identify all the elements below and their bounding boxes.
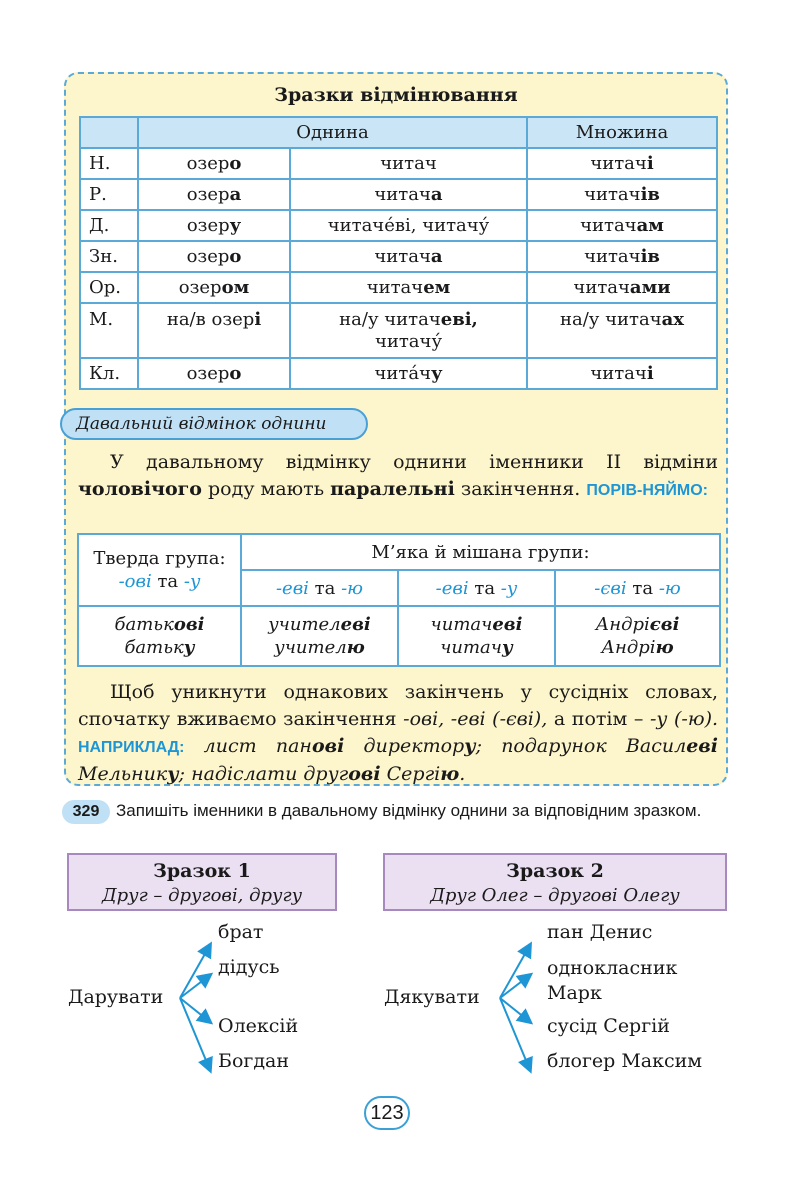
header-singular: Однина bbox=[138, 117, 527, 148]
ex-end-4: у bbox=[167, 763, 179, 785]
hard-ending-1: -ові bbox=[118, 571, 152, 592]
reader-cell: читáчу bbox=[290, 358, 527, 389]
arrow-left-1 bbox=[180, 945, 210, 998]
dative-label: Давальний відмінок однини bbox=[60, 408, 368, 440]
para2-italic-2: -у (-ю). bbox=[649, 708, 719, 730]
lake-cell: озера bbox=[138, 179, 290, 210]
ex-end-2: у bbox=[464, 735, 476, 757]
para1-text-2: роду мають bbox=[208, 478, 325, 500]
rule-title: Зразки відмінювання bbox=[274, 84, 518, 106]
plural-cell: читачів bbox=[527, 179, 717, 210]
para1-text-3: закінчення. bbox=[460, 478, 581, 500]
ex-part-1: лист пан bbox=[203, 735, 312, 757]
lake-cell: озеро bbox=[138, 148, 290, 179]
left-word-4: Богдан bbox=[218, 1050, 290, 1072]
lake-cell: озеру bbox=[138, 210, 290, 241]
ex-end-6: ю bbox=[440, 763, 460, 785]
reader-cell: читача bbox=[290, 241, 527, 272]
ex-part-3: ; подарунок Васил bbox=[475, 735, 687, 757]
para2-text-2: а потім – bbox=[553, 708, 644, 730]
lake-cell: озеро bbox=[138, 241, 290, 272]
arrow-left-2 bbox=[180, 975, 210, 998]
plural-cell: читачами bbox=[527, 272, 717, 303]
para1-bold-1: чоловічого bbox=[78, 478, 202, 500]
example-label: НАПРИКЛАД: bbox=[78, 739, 185, 756]
case-label: М. bbox=[80, 303, 138, 358]
reader-cell: читачем bbox=[290, 272, 527, 303]
sample-1-title: Зразок 1 bbox=[153, 860, 251, 882]
case-label: Ор. bbox=[80, 272, 138, 303]
right-word-3: сусід Сергій bbox=[547, 1015, 670, 1037]
plural-cell: читачі bbox=[527, 148, 717, 179]
header-plural: Множина bbox=[527, 117, 717, 148]
plural-cell: на/у читачах bbox=[527, 303, 717, 358]
task-text: Запишіть іменники в давальному відмінку однини за відповідним зразком. bbox=[116, 801, 702, 820]
soft-ending-cell: -еві та -у bbox=[398, 570, 555, 606]
case-label: Зн. bbox=[80, 241, 138, 272]
example-cell: Андрієві Андрію bbox=[555, 606, 720, 666]
right-word-4: блогер Максим bbox=[547, 1050, 703, 1072]
reader-cell: читача bbox=[290, 179, 527, 210]
left-word-2: дідусь bbox=[218, 956, 280, 978]
sample-2-text: Друг Олег – другові Олегу bbox=[430, 885, 680, 906]
compare-label: ПОРІВ-НЯЙМО: bbox=[586, 482, 708, 499]
page-number: 123 bbox=[364, 1096, 410, 1130]
lake-cell: озером bbox=[138, 272, 290, 303]
verb-left: Дарувати bbox=[68, 986, 164, 1008]
right-word-2: однокласник Марк bbox=[547, 957, 678, 1004]
para2-italic-1: -ові, -еві (-єві), bbox=[403, 708, 548, 730]
para1-text-1: У давальному відмінку однини іменники ІІ відміни bbox=[110, 451, 718, 473]
ex-part-4: Мельник bbox=[78, 763, 168, 785]
soft-ending-cell: -еві та -ю bbox=[241, 570, 398, 606]
example-cell: читачеві читачу bbox=[398, 606, 555, 666]
task-number-badge: 329 bbox=[62, 800, 110, 824]
case-label: Р. bbox=[80, 179, 138, 210]
left-word-1: брат bbox=[218, 921, 264, 943]
ex-end-3: еві bbox=[686, 735, 718, 757]
reader-cell: читач bbox=[290, 148, 527, 179]
hard-and: та bbox=[157, 571, 179, 592]
lake-cell: озеро bbox=[138, 358, 290, 389]
example-cell: учителеві учителю bbox=[241, 606, 398, 666]
lake-cell: на/в озері bbox=[138, 303, 290, 358]
hard-group-label: Тверда група: bbox=[93, 548, 226, 569]
plural-cell: читачів bbox=[527, 241, 717, 272]
example-cell: батькові батьку bbox=[78, 606, 241, 666]
hard-ending-2: -у bbox=[183, 571, 201, 592]
case-label: Н. bbox=[80, 148, 138, 179]
right-word-1: пан Денис bbox=[547, 921, 653, 943]
sample-2-title: Зразок 2 bbox=[506, 860, 604, 882]
arrow-right-2 bbox=[500, 975, 530, 998]
ex-end-5: ові bbox=[348, 763, 381, 785]
para1-bold-2: паралельні bbox=[330, 478, 455, 500]
soft-ending-cell: -єві та -ю bbox=[555, 570, 720, 606]
reader-cell: читаче́ві, читачу́ bbox=[290, 210, 527, 241]
left-word-3: Олексій bbox=[218, 1015, 299, 1037]
case-label: Кл. bbox=[80, 358, 138, 389]
ex-part-2: директор bbox=[363, 735, 465, 757]
plural-cell: читачам bbox=[527, 210, 717, 241]
plural-cell: читачі bbox=[527, 358, 717, 389]
para2-text-1: Щоб уникнути однакових закінчень у сусідніх словах, спочатку вживаємо закінчення bbox=[78, 681, 718, 730]
sample-1-text: Друг – другові, другу bbox=[101, 885, 303, 906]
ex-part-7: . bbox=[459, 763, 466, 785]
case-label: Д. bbox=[80, 210, 138, 241]
soft-group-label: М’яка й мішана групи: bbox=[241, 534, 720, 570]
ex-part-6: Сергі bbox=[386, 763, 441, 785]
verb-right: Дякувати bbox=[384, 986, 480, 1008]
reader-cell: на/у читачеві, читачу́ bbox=[290, 303, 527, 358]
ex-part-5: ; надіслати друг bbox=[178, 763, 349, 785]
ex-end-1: ові bbox=[311, 735, 345, 757]
arrow-right-1 bbox=[500, 945, 530, 998]
